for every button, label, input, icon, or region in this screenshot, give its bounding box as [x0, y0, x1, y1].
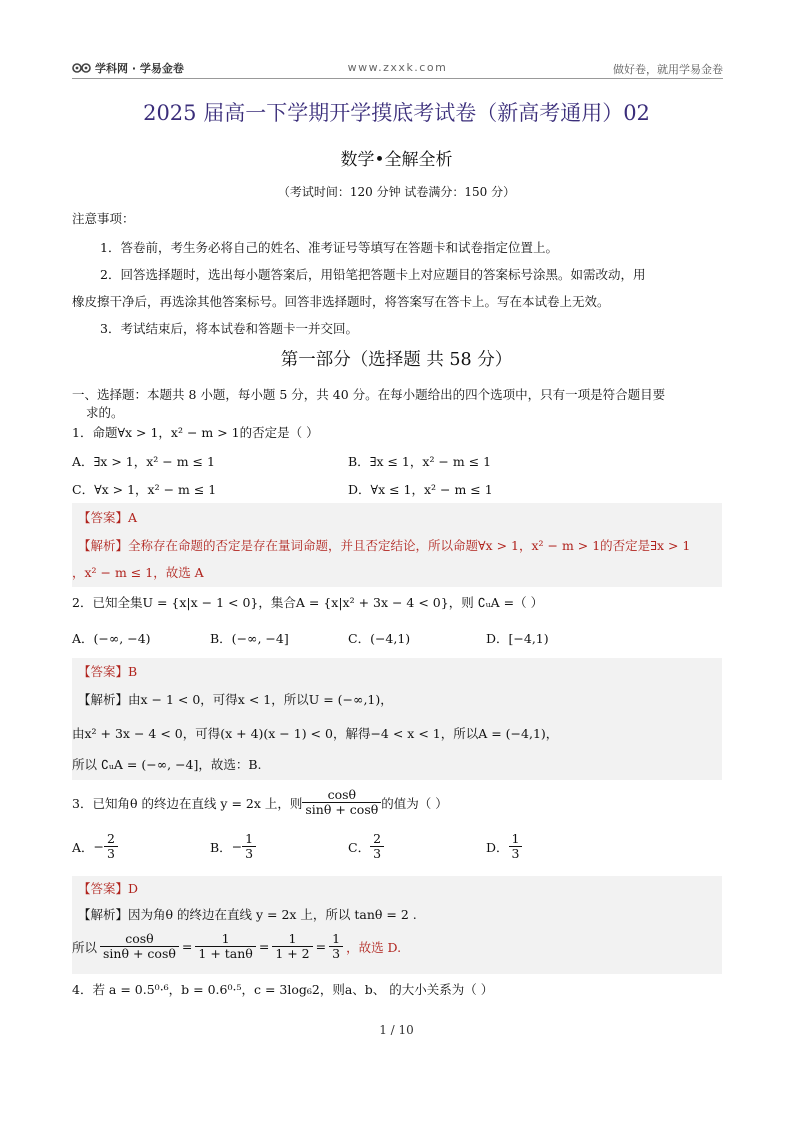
q3-option-b — [210, 832, 256, 862]
fraction-denominator: sinθ + cosθ — [302, 802, 381, 817]
page-header — [72, 58, 723, 78]
q3-answer: 【答案】D — [78, 881, 139, 896]
calc-fraction — [195, 932, 255, 962]
q3-stem-pre: 3．已知角θ 的终边在直线 y = 2x 上，则 — [72, 795, 303, 811]
note-item: 2．回答选择题时，选出每小题答案后，用铅笔把答题卡上对应题目的答案标号涂黑。如需改动，用 — [100, 267, 646, 282]
option-sign: − — [231, 839, 243, 855]
q2-answer: 【答案】B — [78, 664, 138, 679]
q3-stem-fraction — [302, 788, 381, 818]
fraction-denominator: 1 + 2 — [272, 946, 312, 961]
fraction-numerator: 2 — [373, 831, 382, 846]
fraction-denominator: 3 — [104, 846, 118, 861]
q2-analysis-conclusion: 所以 ∁ᵤA = (−∞, −4]，故选：B. — [72, 757, 262, 772]
fraction-numerator: 1 — [332, 931, 341, 946]
logo-text: 学科网 · 学易金卷 — [95, 62, 184, 75]
q3-option-d — [486, 832, 522, 862]
q1-analysis-cont: ，x² − m ≤ 1，故选 A — [72, 565, 204, 580]
fraction-numerator: 2 — [107, 831, 115, 846]
q1-option-b: B．∃x ≤ 1，x² − m ≤ 1 — [348, 454, 492, 469]
instructions-cont: 求的。 — [86, 405, 124, 420]
instructions: 一、选择题：本题共 8 小题，每小题 5 分，共 40 分。在每小题给出的四个选项中，只有一项是符合题目要 — [72, 387, 666, 402]
exam-info: （考试时间：120 分钟 试卷满分：150 分） — [277, 185, 516, 199]
option-fraction — [509, 832, 523, 862]
q3-analysis-calc — [72, 932, 401, 962]
section-title: 第一部分（选择题 共 58 分） — [280, 350, 513, 370]
fraction-denominator: 3 — [329, 946, 343, 961]
fraction-numerator: cosθ — [327, 787, 357, 802]
fraction-numerator: 1 — [221, 931, 230, 946]
option-label: D． — [486, 839, 509, 855]
fraction-numerator: 1 — [245, 831, 254, 846]
header-slogan: 做好卷，就用学易金卷 — [613, 63, 723, 76]
fraction-numerator: 1 — [288, 931, 297, 946]
q1-option-c: C．∀x > 1，x² − m ≤ 1 — [72, 482, 217, 497]
option-fraction — [242, 832, 256, 862]
q2-analysis-cont: 由x² + 3x − 4 < 0，可得(x + 4)(x − 1) < 0，解得−4 < x < 1，所以A = (−4,1)， — [72, 726, 559, 741]
q3-stem-post: 的值为（ ） — [381, 795, 448, 811]
fraction-denominator: 3 — [509, 846, 523, 861]
option-label: B． — [210, 839, 232, 855]
equals-sign: = — [258, 939, 270, 955]
q1-option-a: A．∃x > 1，x² − m ≤ 1 — [72, 454, 215, 469]
fraction-numerator: cosθ — [125, 931, 154, 946]
fraction-denominator: 3 — [370, 846, 384, 861]
option-sign: − — [93, 839, 105, 855]
option-fraction — [370, 832, 384, 862]
header-divider — [72, 78, 723, 79]
q3-option-c — [348, 832, 384, 862]
q1-answer: 【答案】A — [78, 510, 138, 525]
q2-option-b: B．(−∞, −4] — [210, 631, 289, 646]
note-item: 3．考试结束后，将本试卷和答题卡一并交回。 — [100, 321, 358, 336]
calc-fraction — [329, 932, 343, 962]
option-label: C． — [348, 839, 371, 855]
q3-answer-box — [72, 876, 722, 974]
q3-analysis: 【解析】因为角θ 的终边在直线 y = 2x 上，所以 tanθ = 2 . — [78, 907, 417, 922]
calc-fraction — [100, 932, 179, 962]
q1-option-d: D．∀x ≤ 1，x² − m ≤ 1 — [348, 482, 493, 497]
calc-prefix: 所以 — [72, 939, 98, 955]
q2-option-c: C．(−4,1) — [348, 631, 411, 646]
fraction-numerator: 1 — [511, 831, 520, 846]
question-3-stem — [72, 788, 448, 818]
q3-option-a — [72, 832, 118, 862]
fraction-denominator: 3 — [242, 846, 256, 861]
note-item: 橡皮擦干净后，再选涂其他答案标号。回答非选择题时，将答案写在答卡上。写在本试卷上无效。 — [72, 294, 610, 309]
fraction-denominator: sinθ + cosθ — [100, 946, 179, 961]
question-4-stem: 4．若 a = 0.5⁰·⁶，b = 0.6⁰·⁵，c = 3log₆2，则a、b、 的大小关系为（ ） — [72, 982, 494, 997]
q2-option-a: A．(−∞, −4) — [72, 631, 151, 646]
notes-heading: 注意事项： — [72, 211, 135, 226]
page-subtitle: 数学•全解全析 — [340, 150, 453, 170]
site-url: www.zxxk.com — [347, 61, 448, 74]
q1-analysis: 【解析】全称存在命题的否定是存在量词命题，并且否定结论，所以命题∀x > 1，x² − m > 1的否定是∃x > 1 — [78, 538, 691, 553]
q2-option-d: D．[−4,1) — [486, 631, 549, 646]
option-label: A． — [72, 839, 94, 855]
question-2-stem: 2．已知全集U = {x|x − 1 < 0}，集合A = {x|x² + 3x − 4 < 0}，则 ∁ᵤA =（ ） — [72, 595, 544, 610]
page-title: 2025 届高一下学期开学摸底考试卷（新高考通用）02 — [143, 101, 650, 125]
equals-sign: = — [181, 939, 193, 955]
page-number: 1 / 10 — [379, 1023, 414, 1037]
equals-sign: = — [315, 939, 327, 955]
calc-fraction — [272, 932, 312, 962]
option-fraction — [104, 832, 118, 862]
q1-answer-box — [72, 503, 722, 587]
note-item: 1．答卷前，考生务必将自己的姓名、准考证号等填写在答题卡和试卷指定位置上。 — [100, 240, 558, 255]
q2-answer-box — [72, 658, 722, 780]
calc-conclusion: ，故选 D. — [346, 939, 402, 955]
fraction-denominator: 1 + tanθ — [195, 946, 255, 961]
question-1-stem: 1．命题∀x > 1，x² − m > 1的否定是（ ） — [72, 425, 319, 440]
q2-analysis: 【解析】由x − 1 < 0，可得x < 1，所以U = (−∞,1)， — [78, 692, 393, 707]
